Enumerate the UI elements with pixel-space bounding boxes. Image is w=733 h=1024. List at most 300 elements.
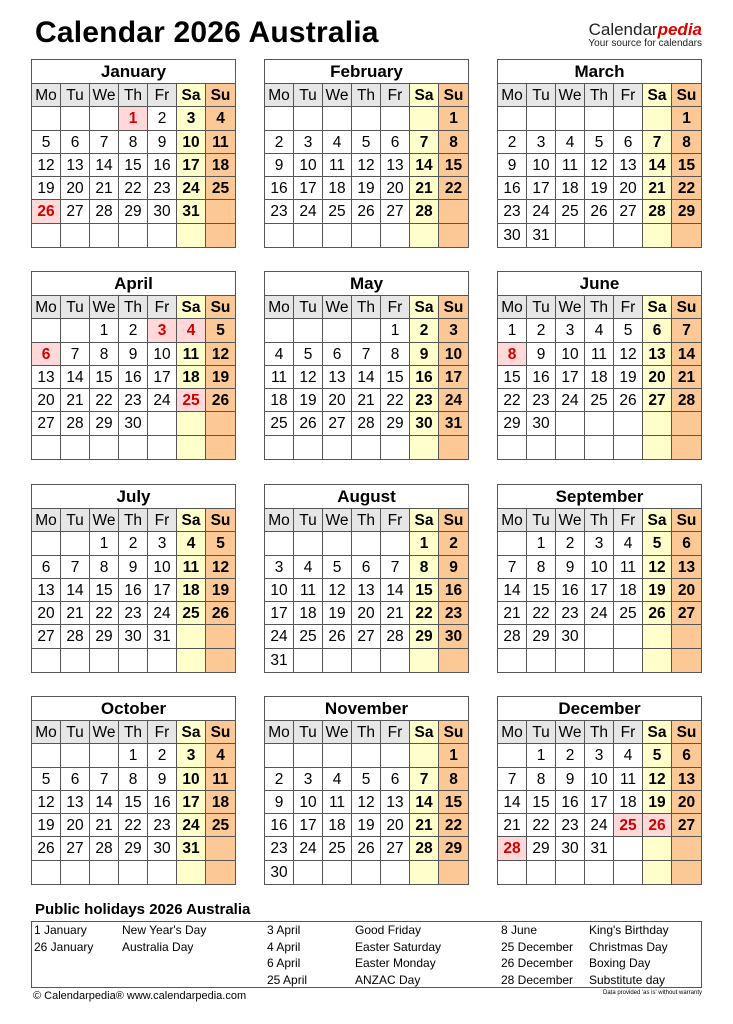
weekday-header: Sa <box>177 509 206 532</box>
holidays-title: Public holidays 2026 Australia <box>35 901 251 918</box>
empty-cell <box>381 107 410 130</box>
empty-cell <box>206 649 235 672</box>
day-cell: 10 <box>527 154 556 177</box>
empty-cell <box>498 744 527 767</box>
empty-cell <box>265 532 294 555</box>
day-cell: 25 <box>294 625 323 648</box>
empty-cell <box>498 532 527 555</box>
day-cell: 5 <box>294 343 323 366</box>
weekday-header: Fr <box>614 84 643 107</box>
day-cell: 7 <box>672 319 701 342</box>
day-cell: 15 <box>498 366 527 389</box>
day-cell: 23 <box>265 200 294 223</box>
month-june <box>497 271 702 460</box>
weekday-header: Sa <box>643 509 672 532</box>
day-cell: 18 <box>323 814 352 837</box>
day-cell: 14 <box>90 791 119 814</box>
day-cell: 20 <box>381 814 410 837</box>
empty-cell <box>439 649 468 672</box>
day-cell: 3 <box>177 107 206 130</box>
empty-cell <box>672 224 701 247</box>
day-cell: 1 <box>119 107 148 130</box>
empty-cell <box>585 107 614 130</box>
day-cell: 19 <box>206 366 235 389</box>
day-cell: 23 <box>527 389 556 412</box>
day-cell: 2 <box>119 532 148 555</box>
day-cell: 24 <box>294 837 323 860</box>
weekday-header: Su <box>439 296 468 319</box>
day-cell: 9 <box>410 343 439 366</box>
weekday-header: Fr <box>148 84 177 107</box>
day-cell: 11 <box>614 556 643 579</box>
weekday-header: Mo <box>32 84 61 107</box>
month-name: June <box>498 272 701 296</box>
weekday-header: Mo <box>498 721 527 744</box>
weekday-header: Tu <box>527 84 556 107</box>
holiday-name: Good Friday <box>355 923 422 937</box>
day-cell: 18 <box>206 791 235 814</box>
weekday-header: Sa <box>177 84 206 107</box>
weekday-header: We <box>556 296 585 319</box>
empty-cell <box>527 107 556 130</box>
day-cell: 9 <box>439 556 468 579</box>
day-cell: 21 <box>643 177 672 200</box>
empty-cell <box>206 625 235 648</box>
day-cell: 15 <box>439 154 468 177</box>
holiday-date: 26 December <box>501 956 574 970</box>
weekday-header: Su <box>206 296 235 319</box>
empty-cell <box>352 107 381 130</box>
month-name: July <box>32 485 235 509</box>
day-cell: 26 <box>206 389 235 412</box>
empty-cell <box>381 744 410 767</box>
day-cell: 13 <box>672 556 701 579</box>
weekday-header: Sa <box>410 84 439 107</box>
empty-cell <box>206 436 235 459</box>
day-cell: 21 <box>90 177 119 200</box>
day-cell: 21 <box>61 389 90 412</box>
day-cell: 27 <box>352 625 381 648</box>
weekday-header: Sa <box>410 509 439 532</box>
day-cell: 19 <box>294 389 323 412</box>
day-cell: 11 <box>265 366 294 389</box>
day-cell: 1 <box>381 319 410 342</box>
weekday-header: Tu <box>294 721 323 744</box>
empty-cell <box>294 532 323 555</box>
weekday-header: Fr <box>381 509 410 532</box>
day-cell: 1 <box>119 744 148 767</box>
day-cell: 13 <box>352 579 381 602</box>
empty-cell <box>32 649 61 672</box>
day-cell: 6 <box>672 744 701 767</box>
day-cell: 18 <box>585 366 614 389</box>
empty-cell <box>32 224 61 247</box>
empty-cell <box>177 649 206 672</box>
day-cell: 22 <box>90 389 119 412</box>
empty-cell <box>585 649 614 672</box>
empty-cell <box>294 861 323 884</box>
day-cell: 25 <box>206 814 235 837</box>
weekday-header: Sa <box>410 721 439 744</box>
day-cell: 4 <box>614 744 643 767</box>
day-cell: 4 <box>206 744 235 767</box>
day-cell: 21 <box>498 602 527 625</box>
weekday-header: Mo <box>498 509 527 532</box>
day-cell: 7 <box>352 343 381 366</box>
day-cell: 8 <box>527 556 556 579</box>
empty-cell <box>90 224 119 247</box>
day-cell: 13 <box>381 154 410 177</box>
empty-cell <box>381 224 410 247</box>
day-cell: 6 <box>643 319 672 342</box>
day-cell: 2 <box>148 744 177 767</box>
day-cell: 9 <box>556 556 585 579</box>
holidays-table <box>31 921 702 988</box>
day-cell: 4 <box>323 768 352 791</box>
weekday-header: Su <box>672 84 701 107</box>
empty-cell <box>410 744 439 767</box>
day-cell: 13 <box>61 154 90 177</box>
day-cell: 10 <box>294 791 323 814</box>
day-cell: 7 <box>61 556 90 579</box>
day-cell: 2 <box>148 107 177 130</box>
day-cell: 17 <box>527 177 556 200</box>
day-cell: 29 <box>90 625 119 648</box>
empty-cell <box>32 319 61 342</box>
day-cell: 9 <box>265 791 294 814</box>
empty-cell <box>556 412 585 435</box>
day-cell: 10 <box>265 579 294 602</box>
day-cell: 7 <box>498 556 527 579</box>
weekday-header: Mo <box>32 721 61 744</box>
day-cell: 7 <box>410 768 439 791</box>
day-cell: 28 <box>61 625 90 648</box>
day-cell: 14 <box>672 343 701 366</box>
day-cell: 12 <box>614 343 643 366</box>
empty-cell <box>614 861 643 884</box>
day-cell: 5 <box>32 768 61 791</box>
empty-cell <box>61 107 90 130</box>
day-cell: 30 <box>148 837 177 860</box>
empty-cell <box>585 861 614 884</box>
day-cell: 27 <box>643 389 672 412</box>
empty-cell <box>323 224 352 247</box>
holiday-date: 25 December <box>501 939 574 954</box>
day-cell: 6 <box>614 131 643 154</box>
day-cell: 27 <box>672 814 701 837</box>
empty-cell <box>614 412 643 435</box>
day-cell: 18 <box>614 579 643 602</box>
empty-cell <box>643 224 672 247</box>
day-cell: 31 <box>177 837 206 860</box>
day-cell: 24 <box>527 200 556 223</box>
holiday-date: 3 April <box>267 923 301 937</box>
day-cell: 21 <box>90 814 119 837</box>
empty-cell <box>439 200 468 223</box>
day-cell: 1 <box>90 319 119 342</box>
day-cell: 14 <box>61 579 90 602</box>
day-cell: 17 <box>556 366 585 389</box>
day-cell: 27 <box>381 200 410 223</box>
holiday-date: 8 June <box>501 923 538 937</box>
day-cell: 5 <box>32 131 61 154</box>
weekday-header: We <box>323 721 352 744</box>
day-cell: 19 <box>323 602 352 625</box>
day-cell: 21 <box>381 602 410 625</box>
day-cell: 14 <box>90 154 119 177</box>
weekday-header: Th <box>585 509 614 532</box>
day-cell: 8 <box>439 131 468 154</box>
day-cell: 19 <box>206 579 235 602</box>
weekday-header: Mo <box>265 509 294 532</box>
weekday-header: Tu <box>527 721 556 744</box>
day-cell: 15 <box>90 579 119 602</box>
holiday-name: King's Birthday <box>589 923 669 937</box>
weekday-header: We <box>556 84 585 107</box>
empty-cell <box>410 861 439 884</box>
day-cell: 22 <box>119 177 148 200</box>
weekday-header: Th <box>352 296 381 319</box>
day-cell: 28 <box>410 200 439 223</box>
day-cell: 17 <box>177 154 206 177</box>
month-name: December <box>498 697 701 721</box>
day-cell: 29 <box>672 200 701 223</box>
weekday-header: Su <box>206 721 235 744</box>
empty-cell <box>177 625 206 648</box>
day-cell: 12 <box>585 154 614 177</box>
day-cell: 28 <box>410 837 439 860</box>
day-cell: 1 <box>672 107 701 130</box>
weekday-header: Mo <box>32 509 61 532</box>
day-cell: 4 <box>206 107 235 130</box>
weekday-header: Sa <box>177 721 206 744</box>
empty-cell <box>410 436 439 459</box>
day-cell: 15 <box>90 366 119 389</box>
day-cell: 2 <box>265 131 294 154</box>
weekday-header: Tu <box>527 509 556 532</box>
holiday-date: 28 December <box>501 972 574 987</box>
day-cell: 3 <box>527 131 556 154</box>
empty-cell <box>410 224 439 247</box>
empty-cell <box>498 861 527 884</box>
day-cell: 12 <box>32 791 61 814</box>
day-cell: 14 <box>410 791 439 814</box>
day-cell: 14 <box>61 366 90 389</box>
month-name: February <box>265 60 468 84</box>
empty-cell <box>265 436 294 459</box>
holiday-date: 4 April <box>267 939 301 954</box>
empty-cell <box>352 319 381 342</box>
day-cell: 28 <box>381 625 410 648</box>
day-cell: 21 <box>498 814 527 837</box>
day-cell: 8 <box>672 131 701 154</box>
day-cell: 8 <box>527 768 556 791</box>
month-april <box>31 271 236 460</box>
day-cell: 12 <box>294 366 323 389</box>
day-cell: 13 <box>643 343 672 366</box>
day-cell: 12 <box>643 768 672 791</box>
day-cell: 2 <box>498 131 527 154</box>
day-cell: 29 <box>119 200 148 223</box>
day-cell: 20 <box>672 791 701 814</box>
day-cell: 2 <box>439 532 468 555</box>
day-cell: 24 <box>265 625 294 648</box>
day-cell: 23 <box>556 602 585 625</box>
weekday-header: Fr <box>381 721 410 744</box>
weekday-header: Sa <box>643 721 672 744</box>
day-cell: 21 <box>352 389 381 412</box>
day-cell: 23 <box>119 602 148 625</box>
day-cell: 29 <box>439 837 468 860</box>
day-cell: 17 <box>294 177 323 200</box>
day-cell: 17 <box>439 366 468 389</box>
empty-cell <box>265 319 294 342</box>
empty-cell <box>32 744 61 767</box>
empty-cell <box>381 861 410 884</box>
empty-cell <box>294 319 323 342</box>
empty-cell <box>614 107 643 130</box>
day-cell: 23 <box>265 837 294 860</box>
weekday-header: We <box>323 296 352 319</box>
day-cell: 6 <box>323 343 352 366</box>
day-cell: 25 <box>177 602 206 625</box>
empty-cell <box>32 436 61 459</box>
footer-copyright: © Calendarpedia® www.calendarpedia.com <box>33 990 247 1002</box>
empty-cell <box>323 319 352 342</box>
day-cell: 28 <box>90 837 119 860</box>
empty-cell <box>32 107 61 130</box>
day-cell: 11 <box>323 791 352 814</box>
day-cell: 9 <box>265 154 294 177</box>
day-cell: 31 <box>148 625 177 648</box>
holiday-name: Substitute day <box>589 972 666 987</box>
empty-cell <box>294 649 323 672</box>
empty-cell <box>265 224 294 247</box>
day-cell: 19 <box>643 791 672 814</box>
weekday-header: Su <box>672 296 701 319</box>
day-cell: 17 <box>265 602 294 625</box>
day-cell: 17 <box>148 366 177 389</box>
day-cell: 4 <box>614 532 643 555</box>
weekday-header: Su <box>206 84 235 107</box>
day-cell: 25 <box>614 602 643 625</box>
day-cell: 11 <box>177 556 206 579</box>
day-cell: 24 <box>177 814 206 837</box>
month-name: March <box>498 60 701 84</box>
day-cell: 7 <box>90 768 119 791</box>
day-cell: 18 <box>177 579 206 602</box>
weekday-header: Tu <box>61 721 90 744</box>
day-cell: 27 <box>614 200 643 223</box>
day-cell: 4 <box>585 319 614 342</box>
day-cell: 8 <box>90 343 119 366</box>
day-cell: 11 <box>294 579 323 602</box>
empty-cell <box>61 744 90 767</box>
day-cell: 25 <box>323 200 352 223</box>
month-september <box>497 484 702 673</box>
weekday-header: Th <box>352 721 381 744</box>
month-name: April <box>32 272 235 296</box>
holiday-date: 1 January <box>34 923 87 937</box>
empty-cell <box>61 436 90 459</box>
empty-cell <box>614 625 643 648</box>
empty-cell <box>352 744 381 767</box>
day-cell: 22 <box>527 602 556 625</box>
empty-cell <box>32 861 61 884</box>
weekday-header: Th <box>119 509 148 532</box>
weekday-header: Sa <box>643 84 672 107</box>
holiday-name: Easter Monday <box>355 956 436 970</box>
empty-cell <box>410 649 439 672</box>
weekday-header: Fr <box>148 296 177 319</box>
day-cell: 5 <box>206 319 235 342</box>
day-cell: 10 <box>585 768 614 791</box>
day-cell: 19 <box>32 177 61 200</box>
empty-cell <box>585 412 614 435</box>
weekday-header: Th <box>119 84 148 107</box>
weekday-header: Tu <box>294 509 323 532</box>
empty-cell <box>439 436 468 459</box>
weekday-header: Th <box>585 84 614 107</box>
day-cell: 2 <box>265 768 294 791</box>
empty-cell <box>352 436 381 459</box>
weekday-header: Tu <box>61 296 90 319</box>
day-cell: 1 <box>439 107 468 130</box>
day-cell: 29 <box>119 837 148 860</box>
day-cell: 28 <box>90 200 119 223</box>
weekday-header: Fr <box>614 721 643 744</box>
day-cell: 10 <box>177 131 206 154</box>
day-cell: 21 <box>410 177 439 200</box>
day-cell: 26 <box>352 837 381 860</box>
empty-cell <box>556 107 585 130</box>
day-cell: 27 <box>323 412 352 435</box>
day-cell: 6 <box>352 556 381 579</box>
day-cell: 15 <box>527 579 556 602</box>
day-cell: 22 <box>410 602 439 625</box>
day-cell: 26 <box>206 602 235 625</box>
day-cell: 30 <box>119 625 148 648</box>
day-cell: 9 <box>527 343 556 366</box>
weekday-header: Su <box>439 509 468 532</box>
day-cell: 25 <box>265 412 294 435</box>
day-cell: 16 <box>556 579 585 602</box>
empty-cell <box>206 412 235 435</box>
day-cell: 16 <box>148 154 177 177</box>
day-cell: 9 <box>119 556 148 579</box>
empty-cell <box>672 861 701 884</box>
day-cell: 7 <box>381 556 410 579</box>
day-cell: 30 <box>527 412 556 435</box>
day-cell: 19 <box>643 579 672 602</box>
day-cell: 18 <box>177 366 206 389</box>
empty-cell <box>498 649 527 672</box>
day-cell: 26 <box>294 412 323 435</box>
holiday-name: New Year's Day <box>122 923 207 937</box>
day-cell: 23 <box>498 200 527 223</box>
day-cell: 3 <box>556 319 585 342</box>
holiday-date: 6 April <box>267 956 301 970</box>
month-august <box>264 484 469 673</box>
day-cell: 2 <box>527 319 556 342</box>
weekday-header: Sa <box>643 296 672 319</box>
empty-cell <box>148 224 177 247</box>
day-cell: 21 <box>672 366 701 389</box>
day-cell: 28 <box>643 200 672 223</box>
weekday-header: Fr <box>381 84 410 107</box>
day-cell: 26 <box>32 837 61 860</box>
day-cell: 26 <box>585 200 614 223</box>
